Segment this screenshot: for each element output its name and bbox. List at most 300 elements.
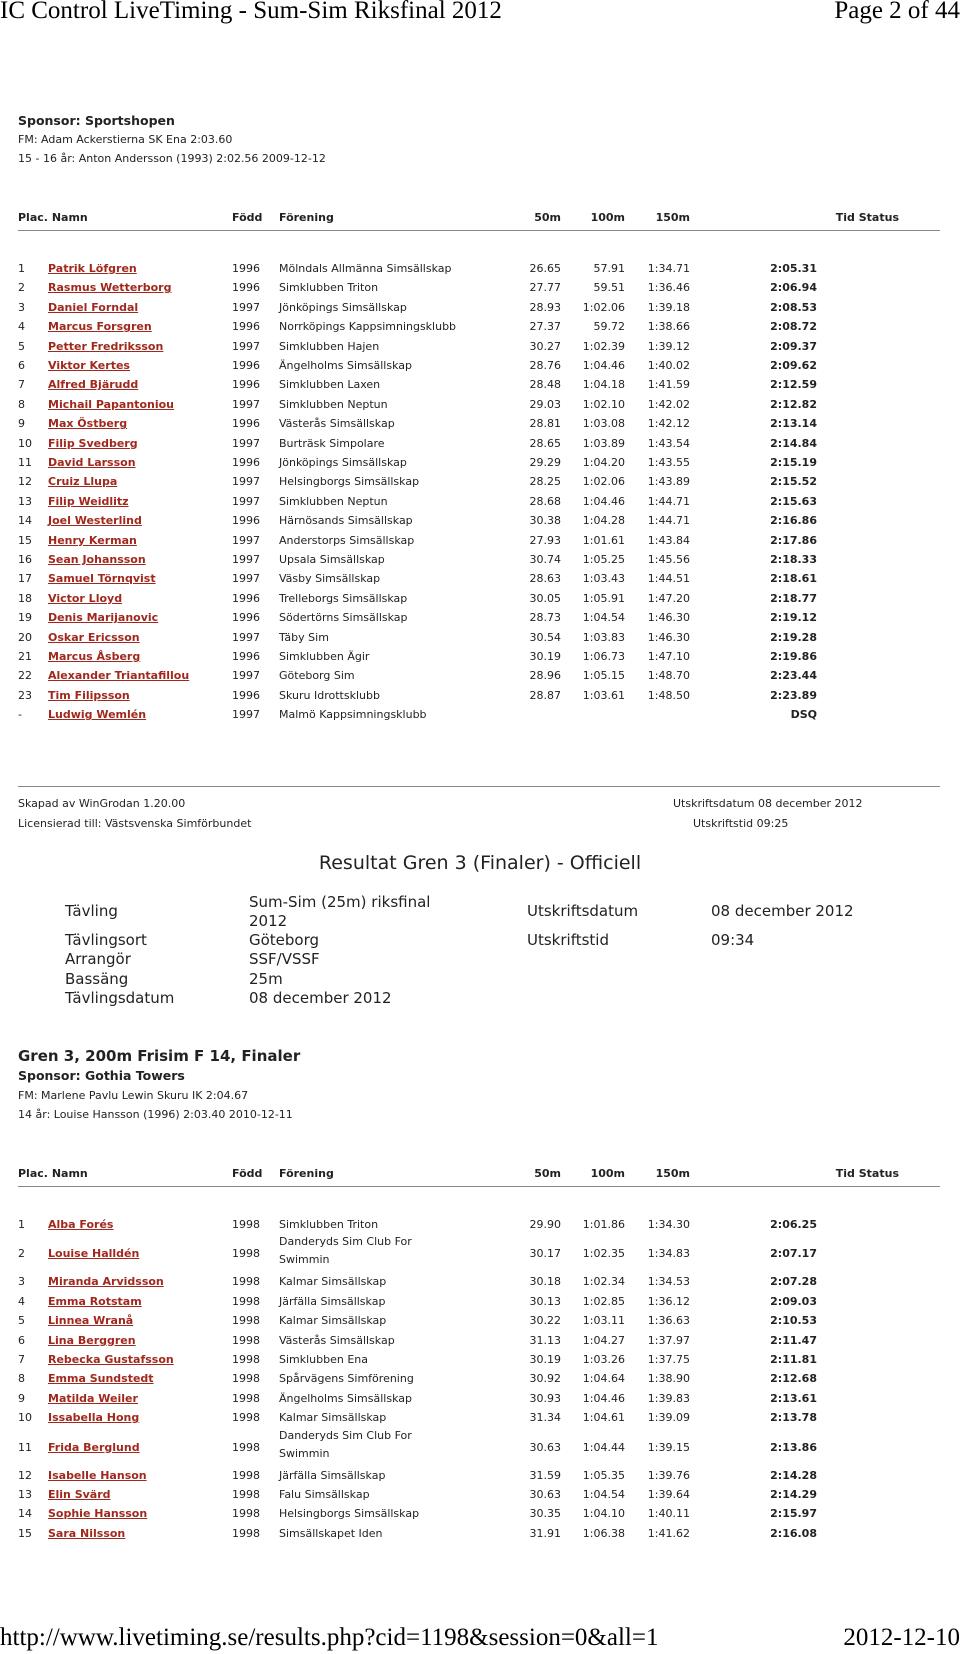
meta-utskriftstid-value: 09:34 xyxy=(711,931,755,949)
club-name-line: Swimmin xyxy=(279,1446,330,1460)
final-time: 2:11.81 xyxy=(770,1353,817,1366)
split-150m: 1:43.54 xyxy=(647,436,690,450)
split-100m: 1:03.83 xyxy=(582,630,625,644)
split-100m: 1:04.54 xyxy=(582,1488,625,1501)
meta-bassang-value: 25m xyxy=(249,970,283,988)
col-fodd: Född xyxy=(232,1167,263,1180)
split-100m: 1:02.34 xyxy=(582,1275,625,1289)
table-row xyxy=(0,340,960,359)
swimmer-name-link[interactable]: Victor Lloyd xyxy=(48,591,123,605)
swimmer-name-link[interactable]: Oskar Ericsson xyxy=(48,630,140,644)
table-row xyxy=(0,1295,960,1314)
meta-tavling-value-2: 2012 xyxy=(249,912,288,930)
swimmer-name-link[interactable]: Patrik Löfgren xyxy=(48,262,137,275)
split-150m: 1:36.46 xyxy=(647,281,690,295)
club-name xyxy=(279,1507,419,1520)
col-namn: Namn xyxy=(51,211,88,224)
birth-year: 1998 xyxy=(232,1294,260,1308)
birth-year: 1998 xyxy=(232,1468,260,1482)
final-time: 2:19.12 xyxy=(770,611,817,625)
event1-sponsor: Sponsor: Sportshopen xyxy=(18,113,175,128)
col-fodd: Född xyxy=(232,211,263,224)
split-100m: 1:05.25 xyxy=(582,553,625,566)
club-name xyxy=(279,301,407,314)
final-time: 2:14.84 xyxy=(770,436,817,450)
club-name-line: Burträsk Simpolare xyxy=(279,436,385,450)
result-place: 20 xyxy=(18,630,32,644)
split-100m: 1:02.06 xyxy=(582,300,625,314)
col-50m: 50m xyxy=(534,1167,561,1180)
birth-year: 1996 xyxy=(232,359,260,372)
col-150m: 150m xyxy=(655,211,690,224)
club-name-line: Simklubben Triton xyxy=(279,281,379,295)
result-place: 2 xyxy=(18,281,25,295)
swimmer-name-link[interactable]: Petter Fredriksson xyxy=(48,339,164,353)
club-name xyxy=(279,1334,395,1347)
split-100m: 1:04.46 xyxy=(582,494,625,508)
col-tid-status xyxy=(836,211,899,224)
split-100m: 1:04.64 xyxy=(582,1372,625,1386)
final-time: 2:05.31 xyxy=(770,262,817,275)
club-name-line: Danderyds Sim Club For xyxy=(279,1235,412,1249)
swimmer-name-link[interactable]: Emma Sundstedt xyxy=(48,1372,154,1386)
birth-year: 1996 xyxy=(232,417,260,431)
result-place: 5 xyxy=(18,1314,25,1328)
result-place: 4 xyxy=(18,320,25,334)
split-100m: 1:04.54 xyxy=(582,611,625,625)
result-place: 14 xyxy=(18,514,32,528)
col-tid: Tid xyxy=(835,211,855,224)
split-50m: 30.35 xyxy=(529,1507,561,1521)
birth-year: 1997 xyxy=(232,630,260,644)
final-time: 2:14.29 xyxy=(770,1488,817,1501)
swimmer-name-link[interactable]: Sean Johansson xyxy=(48,553,146,566)
table-row xyxy=(0,398,960,417)
birth-year: 1996 xyxy=(232,262,260,275)
club-name-line: Trelleborgs Simsällskap xyxy=(279,591,408,605)
table-row xyxy=(0,1314,960,1333)
table-row xyxy=(0,553,960,572)
split-50m: 30.22 xyxy=(529,1314,561,1328)
final-time: 2:13.78 xyxy=(770,1411,817,1425)
club-name xyxy=(279,650,369,663)
split-100m: 59.72 xyxy=(593,320,625,334)
table-row xyxy=(0,631,960,650)
result-place: 13 xyxy=(18,494,32,508)
split-150m: 1:34.71 xyxy=(647,262,690,275)
split-100m: 1:02.06 xyxy=(582,475,625,489)
result-place: 22 xyxy=(18,669,32,683)
result-place: 8 xyxy=(18,1372,25,1386)
birth-year: 1996 xyxy=(232,281,260,295)
club-name-line: Simklubben Triton xyxy=(279,1218,379,1231)
swimmer-name-link[interactable]: Cruiz Llupa xyxy=(48,475,118,489)
split-150m: 1:48.70 xyxy=(647,669,690,683)
table-row xyxy=(0,514,960,533)
split-50m: 27.93 xyxy=(529,533,561,547)
swimmer-name-link[interactable]: Marcus Åsberg xyxy=(48,650,141,663)
result-place: 6 xyxy=(18,1333,25,1347)
swimmer-name-link[interactable]: David Larsson xyxy=(48,456,136,469)
split-100m: 1:06.38 xyxy=(582,1526,625,1540)
club-name xyxy=(279,398,388,411)
swimmer-name-link[interactable]: Miranda Arvidsson xyxy=(48,1275,164,1289)
club-name xyxy=(279,534,414,547)
split-150m: 1:37.75 xyxy=(647,1353,690,1366)
result-place: 7 xyxy=(18,1353,25,1366)
swimmer-name-link[interactable]: Alfred Bjärudd xyxy=(48,378,139,392)
split-150m: 1:47.10 xyxy=(647,650,690,663)
split-150m: 1:46.30 xyxy=(647,630,690,644)
club-name xyxy=(279,631,329,644)
split-100m: 1:03.61 xyxy=(582,688,625,702)
table-row xyxy=(0,475,960,494)
table-row xyxy=(0,456,960,475)
table-row xyxy=(0,1469,960,1488)
birth-year: 1998 xyxy=(232,1218,260,1231)
split-150m: 1:38.90 xyxy=(647,1372,690,1386)
club-name-line: Jönköpings Simsällskap xyxy=(279,456,407,469)
club-name xyxy=(279,262,452,275)
final-time: 2:18.33 xyxy=(770,553,817,566)
print-header xyxy=(0,0,960,28)
club-name xyxy=(279,1411,386,1424)
club-name xyxy=(279,456,407,469)
club-name xyxy=(279,417,395,430)
split-50m: 29.29 xyxy=(529,456,561,469)
birth-year: 1996 xyxy=(232,650,260,663)
swimmer-name-link[interactable]: Viktor Kertes xyxy=(48,359,130,372)
split-100m: 1:05.91 xyxy=(582,591,625,605)
final-time: 2:16.08 xyxy=(770,1526,817,1540)
table-row xyxy=(0,1527,960,1546)
meta-tavling-label: Tävling xyxy=(65,902,118,920)
col-plac-namn xyxy=(18,1167,88,1180)
split-50m: 30.17 xyxy=(529,1247,561,1261)
final-time: 2:15.97 xyxy=(770,1507,817,1521)
birth-year: 1997 xyxy=(232,669,260,683)
table-row xyxy=(0,1218,960,1237)
final-time: 2:15.63 xyxy=(770,494,817,508)
table-row xyxy=(0,378,960,397)
birth-year: 1997 xyxy=(232,708,260,722)
split-50m: 30.19 xyxy=(529,1353,561,1366)
club-name xyxy=(279,320,456,333)
meta-utskriftsdatum-label: Utskriftsdatum xyxy=(527,902,639,920)
split-100m: 1:04.20 xyxy=(582,456,625,469)
final-time: 2:18.61 xyxy=(770,572,817,586)
final-time: 2:06.25 xyxy=(770,1218,817,1231)
col-150m: 150m xyxy=(655,1167,690,1180)
split-50m: 30.13 xyxy=(529,1294,561,1308)
split-100m: 1:02.35 xyxy=(582,1247,625,1261)
club-name-line: Mölndals Allmänna Simsällskap xyxy=(279,262,452,275)
result-place: 12 xyxy=(18,475,32,489)
table-row xyxy=(0,437,960,456)
birth-year: 1998 xyxy=(232,1333,260,1347)
result-place: 18 xyxy=(18,591,32,605)
split-150m: 1:34.30 xyxy=(647,1218,690,1231)
final-time: 2:09.03 xyxy=(770,1294,817,1308)
club-name-line: Västerås Simsällskap xyxy=(279,1333,395,1347)
club-name xyxy=(279,669,355,682)
swimmer-name-link[interactable]: Samuel Törnqvist xyxy=(48,572,156,586)
swimmer-name-link[interactable]: Marcus Forsgren xyxy=(48,320,152,334)
split-50m: 28.68 xyxy=(529,494,561,508)
meta-tavlingsdatum-value: 08 december 2012 xyxy=(249,989,392,1007)
swimmer-name-link[interactable]: Max Östberg xyxy=(48,417,128,431)
split-150m: 1:38.66 xyxy=(647,320,690,334)
swimmer-name-link[interactable]: Denis Marijanovic xyxy=(48,611,159,625)
split-100m: 1:04.10 xyxy=(582,1507,625,1521)
swimmer-name-link[interactable]: Ludwig Wemlén xyxy=(48,708,147,722)
club-name-line: Västerås Simsällskap xyxy=(279,417,395,431)
swimmer-name-link[interactable]: Filip Weidlitz xyxy=(48,494,129,508)
club-name-line: Väsby Simsällskap xyxy=(279,572,381,586)
club-name xyxy=(279,359,412,372)
birth-year: 1997 xyxy=(232,533,260,547)
birth-year: 1996 xyxy=(232,378,260,392)
birth-year: 1997 xyxy=(232,339,260,353)
club-name-line: Ängelholms Simsällskap xyxy=(279,359,412,372)
final-time: DSQ xyxy=(790,708,817,722)
swimmer-name-link[interactable]: Isabelle Hanson xyxy=(48,1468,147,1482)
result-place: 4 xyxy=(18,1294,25,1308)
club-name-line: Göteborg Sim xyxy=(279,669,355,683)
club-name-line: Danderyds Sim Club For xyxy=(279,1428,412,1442)
split-100m: 57.91 xyxy=(593,262,625,275)
final-time: 2:07.17 xyxy=(770,1247,817,1261)
swimmer-name-link[interactable]: Henry Kerman xyxy=(48,533,137,547)
split-50m: 28.25 xyxy=(529,475,561,489)
swimmer-name-link[interactable]: Matilda Weiler xyxy=(48,1391,138,1405)
birth-year: 1998 xyxy=(232,1372,260,1386)
split-150m: 1:39.09 xyxy=(647,1411,690,1425)
split-100m: 1:02.85 xyxy=(582,1294,625,1308)
table-row xyxy=(0,1392,960,1411)
swimmer-name-link[interactable]: Tim Filipsson xyxy=(48,688,130,702)
print-date: 2012-12-10 xyxy=(843,1624,960,1651)
club-name-line: Falu Simsällskap xyxy=(279,1488,370,1501)
swimmer-name-link[interactable]: Alexander Triantafillou xyxy=(48,669,190,683)
club-name xyxy=(279,281,378,294)
split-50m: 26.65 xyxy=(529,262,561,275)
split-100m: 1:03.26 xyxy=(582,1353,625,1366)
split-100m: 1:03.08 xyxy=(582,417,625,431)
meta-arrangor-value: SSF/VSSF xyxy=(249,950,320,968)
swimmer-name-link[interactable]: Issabella Hong xyxy=(48,1411,140,1425)
result-place: 3 xyxy=(18,1275,25,1289)
club-name-line: Simsällskapet Iden xyxy=(279,1526,383,1540)
birth-year: 1997 xyxy=(232,300,260,314)
split-150m: 1:43.89 xyxy=(647,475,690,489)
table-row xyxy=(0,1237,960,1275)
final-time: 2:09.37 xyxy=(770,339,817,353)
final-time: 2:16.86 xyxy=(770,514,817,528)
split-100m: 1:04.61 xyxy=(582,1411,625,1425)
split-150m: 1:42.02 xyxy=(647,397,690,411)
result-place: 6 xyxy=(18,359,25,372)
swimmer-name-link[interactable]: Sophie Hansson xyxy=(48,1507,148,1521)
table-row xyxy=(0,262,960,281)
col-plac: Plac. xyxy=(18,211,48,224)
result-place: 9 xyxy=(18,417,25,431)
split-100m: 1:04.46 xyxy=(582,1391,625,1405)
club-name xyxy=(279,514,413,527)
event2-title: Gren 3, 200m Frisim F 14, Finaler xyxy=(18,1047,301,1065)
final-time: 2:08.72 xyxy=(770,320,817,334)
split-50m: 28.87 xyxy=(529,688,561,702)
split-50m: 31.59 xyxy=(529,1468,561,1482)
col-100m: 100m xyxy=(590,211,625,224)
final-time: 2:19.28 xyxy=(770,630,817,644)
club-name-line: Skuru Idrottsklubb xyxy=(279,688,380,702)
swimmer-name-link[interactable]: Louise Halldén xyxy=(48,1247,140,1261)
final-time: 2:23.89 xyxy=(770,688,817,702)
club-name xyxy=(279,1527,383,1540)
club-name-line: Järfälla Simsällskap xyxy=(279,1468,386,1482)
split-100m: 1:02.10 xyxy=(582,397,625,411)
final-time: 2:12.59 xyxy=(770,378,817,392)
swimmer-name-link[interactable]: Rasmus Wetterborg xyxy=(48,281,172,295)
club-name xyxy=(279,1233,412,1269)
license-info: Licensierad till: Västsvenska Simförbundet xyxy=(18,817,252,830)
birth-year: 1998 xyxy=(232,1411,260,1425)
swimmer-name-link[interactable]: Lina Berggren xyxy=(48,1333,136,1347)
club-name xyxy=(279,689,380,702)
club-name xyxy=(279,1275,386,1288)
split-50m: 28.96 xyxy=(529,669,561,683)
split-150m: 1:41.62 xyxy=(647,1526,690,1540)
print-footer xyxy=(0,1624,960,1654)
final-time: 2:11.47 xyxy=(770,1333,817,1347)
result-place: 2 xyxy=(18,1247,25,1261)
split-50m: 28.65 xyxy=(529,436,561,450)
club-name-line: Helsingborgs Simsällskap xyxy=(279,1507,420,1521)
split-150m: 1:41.59 xyxy=(647,378,690,392)
table-row xyxy=(0,301,960,320)
split-50m: 28.76 xyxy=(529,359,561,372)
birth-year: 1998 xyxy=(232,1353,260,1366)
event2-fm: FM: Marlene Pavlu Lewin Skuru IK 2:04.67 xyxy=(18,1089,249,1102)
final-time: 2:12.68 xyxy=(770,1372,817,1386)
split-50m: 29.90 xyxy=(529,1218,561,1231)
club-name-line: Södertörns Simsällskap xyxy=(279,611,408,625)
meta-bassang-label: Bassäng xyxy=(65,970,129,988)
swimmer-name-link[interactable]: Alba Forés xyxy=(48,1218,114,1231)
result-place: 12 xyxy=(18,1468,32,1482)
club-name-line: Swimmin xyxy=(279,1253,330,1267)
swimmer-name-link[interactable]: Filip Svedberg xyxy=(48,436,138,450)
club-name xyxy=(279,340,379,353)
result-place: 15 xyxy=(18,533,32,547)
swimmer-name-link[interactable]: Joel Westerlind xyxy=(48,514,142,528)
club-name xyxy=(279,495,388,508)
table-row xyxy=(0,669,960,688)
club-name xyxy=(279,1488,370,1501)
swimmer-name-link[interactable]: Emma Rotstam xyxy=(48,1294,142,1308)
birth-year: 1996 xyxy=(232,611,260,625)
final-time: 2:10.53 xyxy=(770,1314,817,1328)
split-150m: 1:45.56 xyxy=(647,553,690,566)
result-place: 15 xyxy=(18,1526,32,1540)
split-150m: 1:34.53 xyxy=(647,1275,690,1289)
club-name xyxy=(279,611,408,624)
birth-year: 1998 xyxy=(232,1507,260,1521)
event2-header-rule xyxy=(18,1186,940,1187)
split-50m: 27.37 xyxy=(529,320,561,334)
result-place: 7 xyxy=(18,378,25,392)
print-page-number: Page 2 of 44 xyxy=(834,0,960,24)
split-50m: 31.13 xyxy=(529,1333,561,1347)
club-name xyxy=(279,708,427,721)
club-name-line: Malmö Kappsimningsklubb xyxy=(279,708,427,722)
event2-sponsor: Sponsor: Gothia Towers xyxy=(18,1068,185,1083)
birth-year: 1998 xyxy=(232,1247,260,1261)
result-place: 3 xyxy=(18,300,25,314)
result-place: 1 xyxy=(18,1218,25,1231)
result-place: 10 xyxy=(18,1411,32,1425)
print-title: IC Control LiveTiming - Sum-Sim Riksfinal 2012 xyxy=(0,0,502,24)
final-time: 2:08.53 xyxy=(770,300,817,314)
split-150m: 1:39.64 xyxy=(647,1488,690,1501)
final-time: 2:13.86 xyxy=(770,1440,817,1454)
split-100m: 1:01.61 xyxy=(582,533,625,547)
club-name xyxy=(279,437,385,450)
meta-arrangor-label: Arrangör xyxy=(65,950,131,968)
split-100m: 1:06.73 xyxy=(582,650,625,663)
birth-year: 1997 xyxy=(232,436,260,450)
swimmer-name-link[interactable]: Michail Papantoniou xyxy=(48,397,174,411)
birth-year: 1996 xyxy=(232,456,260,469)
table-row xyxy=(0,1411,960,1430)
club-name xyxy=(279,475,419,488)
meta-tavling-value-1: Sum-Sim (25m) riksfinal xyxy=(249,893,431,911)
final-time: 2:07.28 xyxy=(770,1275,817,1289)
final-time: 2:15.52 xyxy=(770,475,817,489)
table-row xyxy=(0,320,960,339)
swimmer-name-link[interactable]: Frida Berglund xyxy=(48,1440,140,1454)
split-100m: 1:04.27 xyxy=(582,1333,625,1347)
meta-utskriftstid-label: Utskriftstid xyxy=(527,931,609,949)
club-name xyxy=(279,1295,385,1308)
split-50m: 30.63 xyxy=(529,1440,561,1454)
swimmer-name-link[interactable]: Rebecka Gustafsson xyxy=(48,1353,174,1366)
club-name-line: Upsala Simsällskap xyxy=(279,553,385,566)
col-50m: 50m xyxy=(534,211,561,224)
swimmer-name-link[interactable]: Linnea Wranå xyxy=(48,1314,134,1328)
split-100m: 1:04.18 xyxy=(582,378,625,392)
split-150m: 1:36.63 xyxy=(647,1314,690,1328)
swimmer-name-link[interactable]: Daniel Forndal xyxy=(48,300,139,314)
event1-record: 15 - 16 år: Anton Andersson (1993) 2:02.56 2009-12-12 xyxy=(18,152,326,165)
birth-year: 1996 xyxy=(232,514,260,528)
swimmer-name-link[interactable]: Elin Svärd xyxy=(48,1488,111,1501)
split-150m: 1:43.84 xyxy=(647,533,690,547)
birth-year: 1998 xyxy=(232,1526,260,1540)
result-place: 16 xyxy=(18,553,32,566)
swimmer-name-link[interactable]: Sara Nilsson xyxy=(48,1526,126,1540)
col-100m: 100m xyxy=(590,1167,625,1180)
split-150m: 1:39.15 xyxy=(647,1440,690,1454)
split-150m: 1:39.83 xyxy=(647,1391,690,1405)
result-place: - xyxy=(18,708,22,722)
table-row xyxy=(0,592,960,611)
birth-year: 1998 xyxy=(232,1314,260,1328)
meta-utskriftsdatum-value: 08 december 2012 xyxy=(711,902,854,920)
final-time: 2:19.86 xyxy=(770,650,817,663)
table-row xyxy=(0,1428,960,1469)
